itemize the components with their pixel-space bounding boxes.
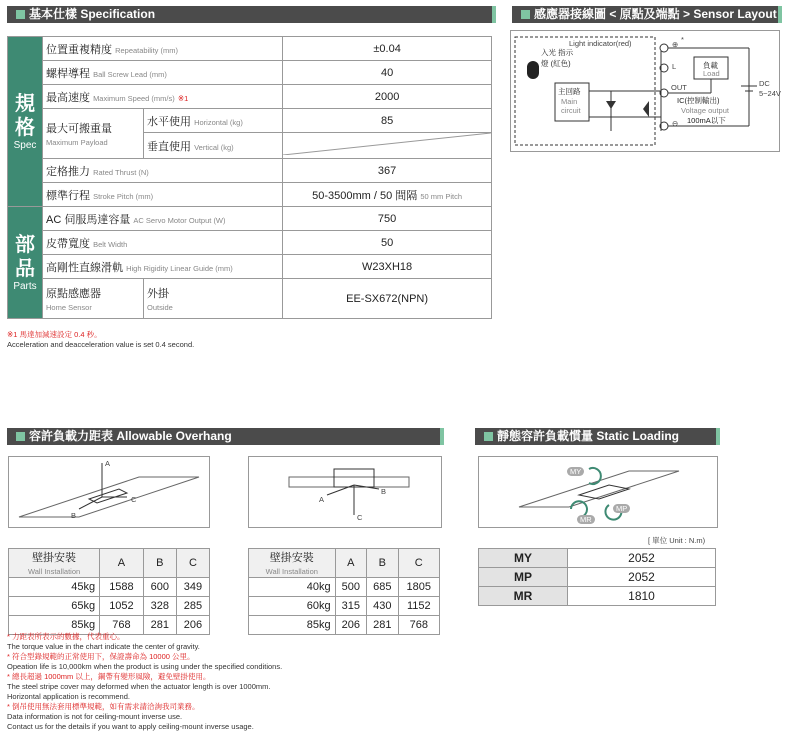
label-c-right: C	[357, 513, 363, 522]
note-line: * 總長超過 1000mm 以上，鋼帶有變形風險，避免壁掛使用。	[7, 672, 211, 681]
load-zh: 負載	[703, 61, 718, 70]
thrust-label: 定格推力 Rated Thrust (N)	[43, 159, 283, 183]
stroke-value: 50-3500mm / 50 間隔 50 mm Pitch	[283, 183, 492, 207]
table-row: 85kg 206 281 768	[249, 616, 440, 635]
ic-label: IC(控制輸出)	[677, 96, 720, 105]
table-row: 85kg 768 281 206	[9, 616, 210, 635]
note-line: * 倒吊使用無法套用標準規範，如有需求請洽詢我司業務。	[7, 702, 200, 711]
main-circuit-en: Main circuit	[561, 97, 581, 115]
note-line: Horizontal application is recommend.	[7, 692, 130, 701]
repeat-value: ±0.04	[283, 37, 492, 61]
col-wall-install: 壁掛安裝 Wall Installation	[9, 549, 100, 578]
guide-value: W23XH18	[283, 255, 492, 279]
payload-v-label: 垂直使用 Vertical (kg)	[144, 133, 283, 159]
payload-label: 最大可搬重量 Maximum Payload	[43, 109, 144, 159]
spec-group-zh1: 規	[15, 93, 35, 115]
overhang-diagram-right	[248, 456, 442, 528]
spec-group-zh2: 格	[15, 117, 35, 139]
sensor-header-title: 感應器接線圖 < 原點及端點 > Sensor Layout	[534, 7, 777, 21]
header-marker	[484, 432, 493, 441]
header-tail	[716, 428, 720, 445]
belt-label: 皮帶寬度 Belt Width	[43, 231, 283, 255]
header-tail	[778, 6, 782, 23]
belt-value: 50	[283, 231, 492, 255]
current-limit: 100mA以下	[687, 116, 726, 125]
payload-h-value: 85	[283, 109, 492, 133]
moment-unit: [ 單位 Unit : N.m)	[648, 536, 706, 545]
header-marker	[521, 10, 530, 19]
plus-terminal: ⊕	[672, 40, 679, 49]
col-b: B	[367, 549, 398, 578]
light-indicator-label: Light indicator(red)	[569, 39, 632, 48]
spec-header	[7, 6, 492, 23]
note-line: * 力距表所表示的數據，代表重心。	[7, 632, 125, 641]
speed-label: 最高速度 Maximum Speed (mm/s) ※1	[43, 85, 283, 109]
spec-header-title: 基本仕樣 Specification	[29, 7, 156, 21]
out-terminal: OUT	[671, 83, 687, 92]
header-tail	[440, 428, 444, 445]
motor-label: AC 伺服馬達容量 AC Servo Motor Output (W)	[43, 207, 283, 231]
star-mark: *	[681, 35, 684, 44]
sensor-header	[512, 6, 778, 23]
parts-group-en: Parts	[13, 281, 37, 292]
table-row: MY 2052	[479, 549, 716, 568]
home-sensor-value: EE-SX672(NPN)	[283, 279, 492, 319]
moment-table	[478, 548, 716, 606]
sensor-diagram	[510, 30, 780, 152]
parts-group-zh2: 品	[15, 258, 35, 280]
my-icon: MY	[567, 467, 584, 476]
col-c: C	[398, 549, 439, 578]
l-terminal: L	[672, 62, 677, 71]
note-line: Data information is not for ceiling-mount inverse use.	[7, 712, 183, 721]
payload-h-label: 水平使用 Horizontal (kg)	[144, 109, 283, 133]
motor-value: 750	[283, 207, 492, 231]
lamp-label: 入光 指示燈 (紅色)	[541, 48, 574, 68]
static-header-title: 靜態容許負載慣量 Static Loading Moment	[497, 429, 680, 460]
note-line: Contact us for the details if you want to apply ceiling-mount inverse usage.	[7, 722, 254, 731]
col-c: C	[176, 549, 209, 578]
table-row: 65kg 1052 328 285	[9, 597, 210, 616]
note-line: Opeation life is 10,000km when the product is using under the specified conditions.	[7, 662, 283, 671]
overhang-diagram-left	[8, 456, 210, 528]
header-marker	[16, 432, 25, 441]
overhang-header	[7, 428, 440, 445]
note-line: The torque value in the chart indicate the center of gravity.	[7, 642, 200, 651]
moment-sketch	[479, 457, 717, 527]
speed-value: 2000	[283, 85, 492, 109]
note-line: The steel stripe cover may deformed when the actuator length is over 1000mm.	[7, 682, 271, 691]
stroke-label: 標準行程 Stroke Pitch (mm)	[43, 183, 283, 207]
label-b-left: B	[71, 511, 77, 520]
overhang-table-left	[8, 548, 210, 635]
table-row: MP 2052	[479, 568, 716, 587]
mr-icon: MR	[577, 515, 595, 524]
note-line: * 符合型錄規範的正常使用下，保證壽命為 10000 公里。	[7, 652, 195, 661]
table-row: 45kg 1588 600 349	[9, 578, 210, 597]
dc-voltage: 5~24V	[759, 89, 781, 98]
bottom-notes	[7, 632, 447, 732]
guide-label: 高剛性直線滑軌 High Rigidity Linear Guide (mm)	[43, 255, 283, 279]
home-sensor-sub: 外掛 Outside	[144, 279, 283, 319]
header-tail	[492, 6, 496, 23]
table-row: MR 1810	[479, 587, 716, 606]
home-sensor-label: 原點感應器 Home Sensor	[43, 279, 144, 319]
header-marker	[16, 10, 25, 19]
col-a: A	[100, 549, 144, 578]
table-row: 40kg 500 685 1805	[249, 578, 440, 597]
spec-group-en: Spec	[13, 140, 37, 151]
dc-label: DC	[759, 79, 770, 88]
thrust-value: 367	[283, 159, 492, 183]
spec-table	[7, 36, 492, 319]
repeat-label: 位置重複精度 Repeatability (mm)	[43, 37, 283, 61]
label-a-right: A	[319, 495, 325, 504]
label-a-left: A	[105, 459, 111, 468]
col-wall-install: 壁掛安裝 Wall Installation	[249, 549, 336, 578]
parts-group-zh1: 部	[15, 234, 35, 256]
spec-note-en: Acceleration and deacceleration value is set 0.4 second.	[7, 340, 195, 349]
diagonal-slash	[283, 133, 491, 155]
voltage-output: Voltage output	[681, 106, 729, 115]
spec-group-label	[8, 37, 43, 207]
label-b-right: B	[381, 487, 387, 496]
actuator-sketch-right	[249, 457, 441, 527]
lead-label: 螺桿導程 Ball Screw Lead (mm)	[43, 61, 283, 85]
spec-notes	[7, 330, 194, 350]
col-a: A	[335, 549, 366, 578]
payload-v-value	[283, 133, 492, 159]
main-circuit-zh: 主回路	[558, 87, 581, 96]
load-en: Load	[703, 69, 720, 78]
static-header	[475, 428, 716, 460]
mp-icon: MP	[613, 504, 630, 513]
moment-diagram	[478, 456, 718, 528]
parts-group-label	[8, 207, 43, 319]
lead-value: 40	[283, 61, 492, 85]
col-b: B	[143, 549, 176, 578]
minus-terminal: ⊖	[672, 119, 679, 128]
label-c-left: C	[131, 495, 137, 504]
table-row: 60kg 315 430 1152	[249, 597, 440, 616]
overhang-table-right	[248, 548, 440, 635]
spec-note-zh: ※1 馬達加減速設定 0.4 秒。	[7, 330, 102, 339]
overhang-header-title: 容許負載力距表 Allowable Overhang	[29, 429, 232, 443]
